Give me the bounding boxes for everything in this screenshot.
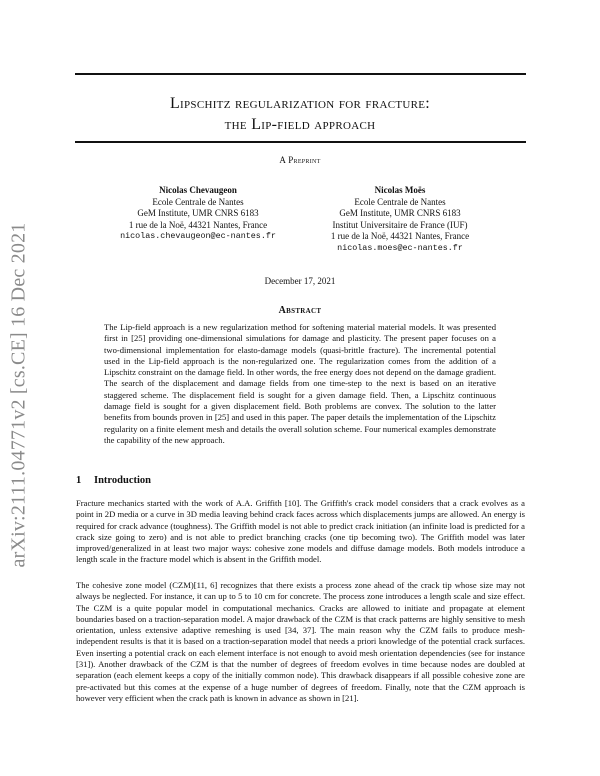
- section-heading-introduction: [76, 475, 151, 486]
- author-name: Nicolas Chevaugeon: [159, 185, 237, 195]
- preprint-label: A Preprint: [279, 155, 321, 165]
- author-affiliation: GeM Institute, UMR CNRS 6183: [137, 208, 259, 218]
- introduction-paragraph-2: The cohesive zone model (CZM)[11, 6] recognizes that there exists a process zone ahead of the crack tip whose size may not always be neglected. For instance, it can up to 5 to 10 cm for concrete. The process zone introduces a length scale and size effect. The CZM is a quite popular model in computational mechanics. Cracks are allowed to initiate and propagate at element boundaries based on a traction-separation model. A major drawback of the CZM is that crack patterns are highly sensitive to mesh orientation, unless extensive adaptive remeshing is used [34, 37]. The main reason why the CZM fails to produce mesh-independent results is that it is based on a traction-separation model that needs a priori knowledge of the potential crack surfaces. Even inserting a potential crack on each element interface is not enough to avoid mesh orientation dependencies (see for instance [31]). Another drawback of the CZM is that the number of degrees of freedom evolves in time because nodes are doubled at separation (each element keeps a copy of the initially common node). This drawback disappears if all possible cohesive zone are pre-activated but this comes at the expense of a huge number of degrees of freedom. Finally, note that the CZM approach is however very efficient when the crack path is known in advance as shown in [21].: [76, 580, 525, 703]
- publication-date: December 17, 2021: [264, 276, 336, 286]
- title-rule-bottom: [75, 141, 526, 143]
- author-affiliation: Ecole Centrale de Nantes: [152, 196, 244, 207]
- section-title: Introduction: [94, 475, 151, 486]
- author-affiliation: Ecole Centrale de Nantes: [354, 196, 446, 207]
- author-address: 1 rue de la Noë, 44321 Nantes, France: [128, 219, 268, 230]
- author-block-2: [280, 185, 520, 254]
- title-rule-top: [75, 73, 526, 75]
- author-email[interactable]: nicolas.moes@ec-nantes.fr: [337, 242, 463, 253]
- author-address: 1 rue de la Noë, 44321 Nantes, France: [330, 231, 470, 241]
- introduction-paragraph-1: Fracture mechanics started with the work of A.A. Griffith [10]. The Griffith's crack model considers that a crack evolves as a point in 2D media or a curve in 3D media leaving behind crack faces across which displacements jumps are allowed. An energy is required for crack advance (toughness). The Griffith model is not able to predict crack initiation (an infinite load is predicted for a crack size going to zero) and is not able to predict branching cracks (one tip becoming two). The Griffith model was later improved/generalized in at least two major ways: cohesive zone models and diffuse damage models. Both models introduce a length scale in the fracture model which is absent in the Griffith model.: [76, 498, 525, 565]
- abstract-text: The Lip-field approach is a new regularization method for softening material material models. It was presented first in [25] providing one-dimensional simulations for damage and plasticity. The present paper focuses on a two-dimensional implementation for elasto-damage models (quasi-brittle fracture). The incremental potential used in the Lip-field approach is the non-regularized one. The regularization comes from the addition of a Lipschitz constraint on the damage field. In other words, the free energy does not depend on the damage gradient. The search of the displacement and damage fields from one time-step to the next is based on an iterative staggered scheme. The displacement field is sought for a given damage field. Then, a Lipschitz continuous damage field is sought for a given displacement field. Both problems are convex. The solution to the latter benefits from bounds proven in [25] and used in this paper. The paper details the implementation of the Lipschitz regularity on a finite element mesh and details the overall solution scheme. Four numerical examples demonstrate the capability of the new approach.: [104, 322, 496, 445]
- author-affiliation: GeM Institute, UMR CNRS 6183: [339, 208, 461, 218]
- author-name: Nicolas Moës: [374, 185, 426, 195]
- author-email[interactable]: nicolas.chevaugeon@ec-nantes.fr: [120, 231, 276, 241]
- arxiv-identifier-text: arXiv:2111.04771v2 [cs.CE] 16 Dec 2021: [7, 222, 30, 568]
- section-number: 1: [76, 475, 82, 486]
- abstract-heading: Abstract: [278, 305, 322, 316]
- paper-title-line-2: the Lip-field approach: [224, 116, 376, 133]
- paper-title: [60, 93, 540, 135]
- author-affiliation: Institut Universitaire de France (IUF): [332, 219, 468, 230]
- paper-title-line-1: Lipschitz regularization for fracture:: [169, 95, 431, 112]
- arxiv-identifier: [6, 200, 32, 590]
